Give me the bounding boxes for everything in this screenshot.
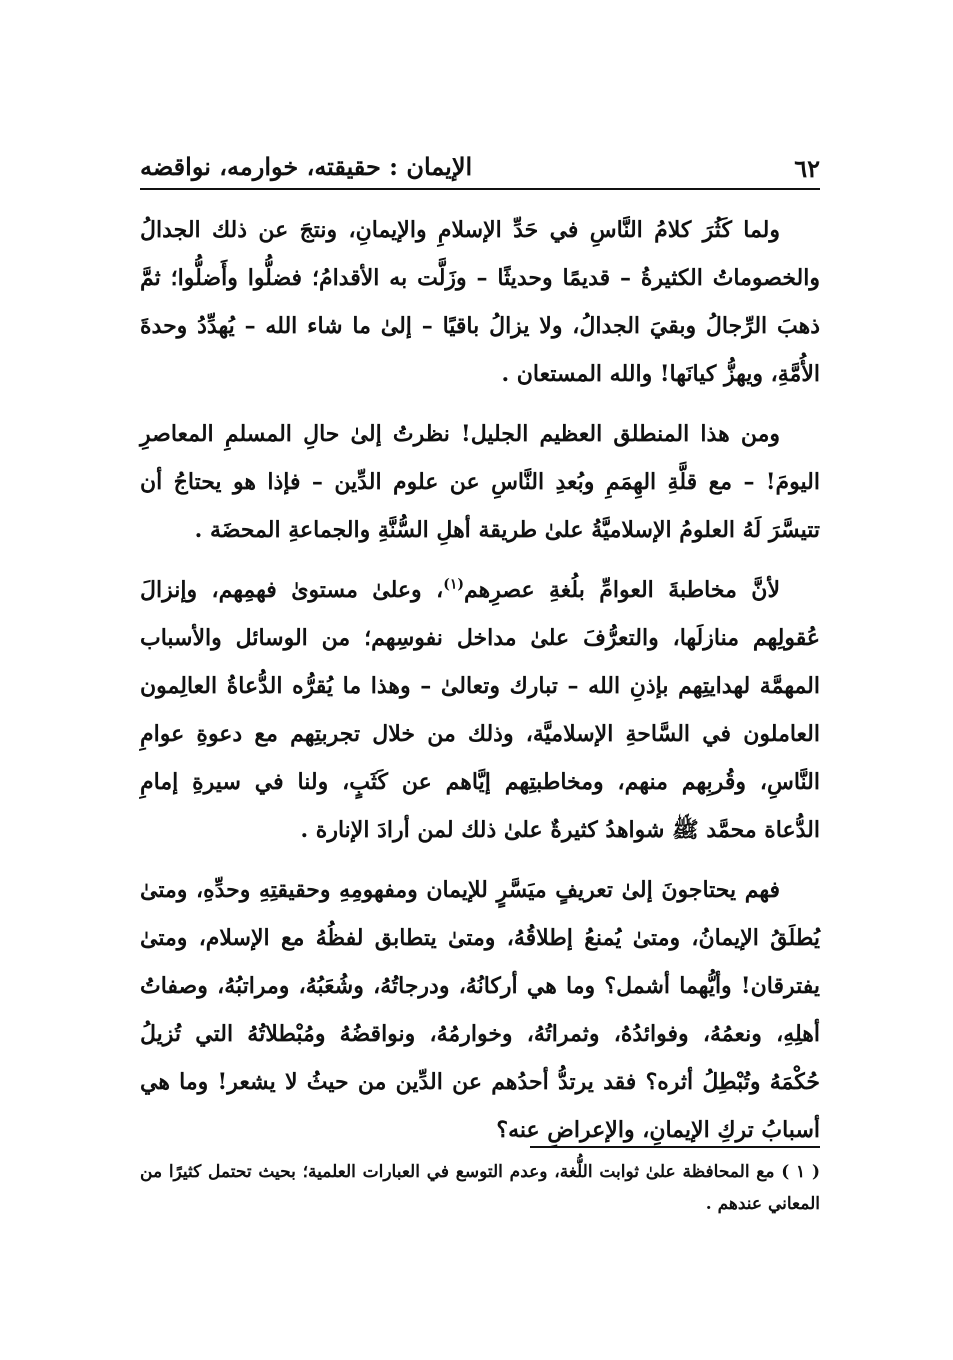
page-header <box>140 150 820 186</box>
paragraph-1b: ومن هذا المنطلق العظيم الجليل! نظرتُ إلىٰ حالِ المسلمِ المعاصرِ اليومَ! – مع قلَّةِ الهِمَمِ وبُعدِ النَّاسِ عن علوم الدِّين – فإذا هو يحتاجُ أن تتيسَّرَ لَهُ العلومُ الإسلاميَّةُ علىٰ طريقة أهلِ السُّنَّةِ والجماعةِ المحضَة . <box>140 421 820 543</box>
running-title: الإيمان : حقيقته، خوارمه، نواقضه <box>140 152 473 181</box>
paragraph-2 <box>140 566 820 854</box>
footnote-rule <box>530 1146 820 1148</box>
footnote-marker[interactable]: (١) <box>443 576 464 593</box>
paragraph-1: ولما كَثُرَ كلامُ النَّاسِ في حَدِّ الإسلامِ والإيمانِ، ونتجَ عن ذلك الجدالُ والخصوماتُ الكثيرةُ – قديمًا وحديثًا – وزَلَّت به الأقدامُ؛ فضلُّوا وأَضلُّوا؛ ثمَّ ذهبَ الرِّجالُ وبقيَ الجدالُ، ولا يزالُ باقيًا – إلىٰ ما شاء الله – يُهدِّدُ وحدةَ الأُمَّةِ، ويهزُّ كيانَها! والله المستعان . <box>140 217 820 387</box>
paragraph-2-text-continued: ، وعلىٰ مستوىٰ فهمِهم، وإنزالَ عُقولِهم منازلَها، والتعرُّفَ علىٰ مداخل نفوسِهم؛ من الوسائل والأسباب المهمَّة لهدايتِهم بإذنِ الله – تبارك وتعالىٰ – وهذا ما يُقرُّه الدُّعاةُ العالِمون العاملون في السَّاحةِ الإسلاميَّة، وذلك من خلال تجربتِهم مع دعوةِ عوامِ النَّاسِ، وقُربِهم منهم، ومخاطبتِهم إيَّاهم عن كَثَبٍ، ولنا في سيرةِ إمامِ الدُّعاة محمَّد ﷺ شواهدُ كثيرةٌ علىٰ ذلك لمن أرادَ الإنارة . <box>140 577 820 843</box>
footnote <box>140 1156 820 1220</box>
footnote-text: ( ١ ) مع المحافظة علىٰ ثوابت اللُّغة، وعدم التوسع في العبارات العلمية؛ بحيث تحتمل كثيرًا من المعاني عندهم . <box>140 1162 820 1214</box>
paragraph-2-text: لأنَّ مخاطبةَ العوامِّ بلُغةِ عصرِهم <box>463 577 780 603</box>
header-rule <box>140 188 820 190</box>
body-text <box>140 206 820 1166</box>
page-number: ٦٢ <box>794 154 820 183</box>
paragraph-3: فهم يحتاجونَ إلىٰ تعريفٍ ميَسَّرٍ للإيمان ومفهومِهِ وحقيقتِهِ وحدِّهِ، ومتىٰ يُطلَقُ الإيمانُ، ومتىٰ يُمنعُ إطلاقُهُ، ومتىٰ يتطابق لفظُهُ مع الإسلام، ومتىٰ يفترقان! وأيُّهما أشمل؟ وما هي أركانُهُ، ودرجاتُهُ، وشُعَبُهُ، ومراتبُهُ، وصفاتُ أهلِهِ، ونعمُهُ، وفوائدُهُ، وثمراتُهُ، وخوارمُهُ، ونواقضُهُ ومُبْطلاتُهُ التي تُزيلُ حُكْمَهُ وتُبْطِلُ أثره؟ فقد يرتدُّ أحدُهم عن الدِّين من حيثُ لا يشعر! وما هي أسبابُ تركِ الإيمانِ، والإعراضِ عنه؟ <box>140 877 820 1143</box>
